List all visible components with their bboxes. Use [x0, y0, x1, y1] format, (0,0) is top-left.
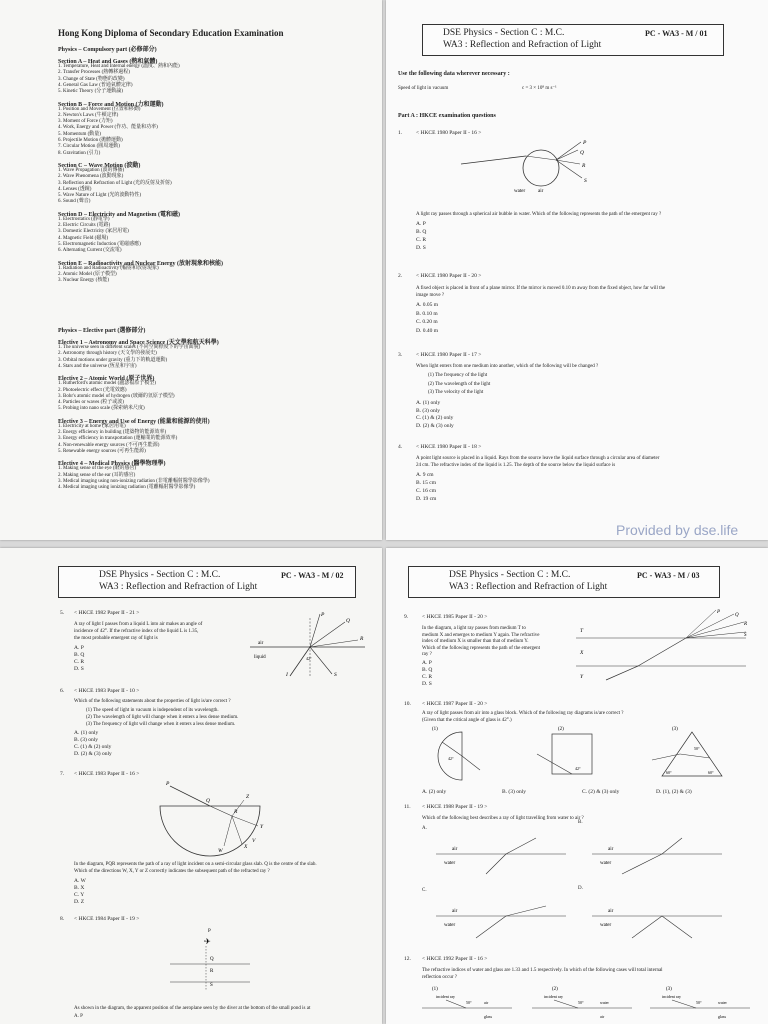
option: D. (2) & (3) only [416, 422, 454, 429]
label-x: X [580, 650, 584, 656]
syllabus-topic: 2. Transfer Processes (熱轉移過程) [58, 70, 130, 76]
statement: (2) The wavelength of light will change when it enters a less dense medium. [86, 715, 239, 720]
page-syllabus [0, 0, 382, 540]
q4-text-1: A point light source is placed in a liquid. Rays from the source leave the liquid surface through a circular area of diameter [416, 456, 660, 461]
medium-3-top: water [718, 1000, 727, 1005]
question-line: medium X and emerges to medium Y again. The refractive [422, 632, 540, 638]
section-heading: Section E – Radioactivity and Nuclear Energy (放射現象和核能) [58, 260, 224, 267]
section-heading: Section D – Electricity and Magnetism (電和磁) [58, 211, 180, 218]
question-line: the most probable emergent ray of light is [74, 636, 158, 641]
syllabus-topic: 3. Nuclear Energy (核能) [58, 278, 110, 284]
option: A. (1) only [74, 730, 99, 736]
label-water: water [444, 923, 456, 928]
data-label: Speed of light in vacuum [398, 86, 449, 91]
label-p: P [717, 610, 721, 615]
q9-diagram [576, 608, 751, 688]
syllabus-topic: 1. Temperature, Heat and Internal energy (溫度、熱和內能) [58, 64, 180, 69]
syllabus-topic: 1. Radiation and Radioactivity (輻射和放射現象) [58, 265, 159, 271]
question-line: reflection occur ? [422, 974, 457, 980]
label-r: R [360, 636, 364, 642]
elective-topic: 1. Rutherford's atomic model (盧瑟福原子模型) [58, 381, 156, 387]
elective-topic: 2. Astronomy through history (天文學的發展史) [58, 351, 157, 357]
q10-number: 10. [404, 701, 411, 707]
incident-ray [461, 156, 526, 164]
label-q: Q [206, 798, 210, 804]
page-mc-02 [0, 548, 382, 1024]
option: B. (3) only [74, 737, 98, 743]
q1-text: A light ray passes through a spherical air bubble in water. Which of the following represents the path of the emergent ray ? [416, 212, 662, 217]
option: D. Z [74, 899, 85, 905]
option: A. 9 cm [416, 472, 434, 478]
q1-bubble-diagram [456, 140, 606, 200]
q11-diagram-d [582, 896, 732, 946]
diagram-1-label: (1) [432, 727, 438, 732]
label-r: R [210, 969, 214, 974]
syllabus-topic: 8. Gravitation (引力) [58, 150, 101, 156]
q10-source: < HKCE 1987 Paper II - 20 > [422, 701, 488, 707]
label-air: air [608, 909, 614, 914]
angle-1: 42° [448, 756, 454, 761]
option: C. (2) & (3) only [582, 789, 620, 795]
syllabus-topic: 6. Projectile Motion (拋體運動) [58, 138, 123, 143]
q11-label-a: A. [422, 826, 427, 831]
header-line-2: WA3 : Reflection and Refraction of Light [99, 582, 258, 592]
option: B. Q [74, 652, 85, 658]
syllabus-topic: 2. Wave Phenomena (波動現象) [58, 174, 124, 180]
elective-topic: 2. Energy efficiency in building (建築物的能源效率) [58, 430, 167, 435]
elective-topic: 3. Medical imaging using non-ionizing radiation (非電離輻射醫學影像學) [58, 478, 210, 484]
syllabus-topic: 3. Reflection and Refraction of Light (光的反射及折射) [58, 180, 172, 186]
elective-heading-item: Elective 1 – Astronomy and Space Science (天文學和航天科學) [58, 340, 219, 346]
ray-r [310, 640, 358, 647]
ray-2 [537, 754, 572, 774]
statement: (1) The frequency of the light [428, 373, 488, 378]
ray-in [622, 854, 662, 874]
elective-heading-item: Elective 4 – Medical Physics (醫學物理學) [58, 461, 166, 468]
question-line: In the diagram, PQR represents the path of a ray of light incident on a semi-circular glass slab. Q is the centre of the slab. [74, 862, 317, 867]
q1-source: < HKCE 1980 Paper II - 16 > [416, 130, 482, 136]
option: B. (3) only [502, 789, 526, 795]
header-line-2: WA3 : Reflection and Refraction of Light [449, 582, 608, 592]
q8-source: < HKCE 1984 Paper II - 19 > [74, 916, 140, 922]
header-line-1: DSE Physics - Section C : M.C. [443, 28, 565, 38]
syllabus-topic: 7. Circular Motion (圓周運動) [58, 144, 120, 150]
diagram-3-label: (3) [666, 987, 672, 992]
label-q: Q [210, 957, 214, 962]
question-line: Which of the following represents the path of the emergent [422, 645, 541, 651]
q11-text: Which of the following best describes a ray of light travelling from water to air ? [422, 816, 584, 821]
q6-source: < HKCE 1983 Paper II - 10 > [74, 688, 140, 694]
elective-topic: 2. Photoelectric effect (光電效應) [58, 387, 127, 393]
medium-1-bottom: glass [484, 1014, 492, 1019]
syllabus-topic: 2. Atomic Model (原子模型) [58, 271, 117, 277]
label-liquid: liquid [254, 655, 266, 660]
elective-heading-item: Elective 2 – Atomic World (原子世界) [58, 376, 155, 383]
ray-1 [446, 1000, 466, 1008]
label-q: Q [580, 150, 584, 156]
rect-block [552, 734, 592, 774]
ray-pq [170, 786, 210, 806]
label-s: S [744, 633, 747, 638]
angle-3: 60° [666, 770, 672, 775]
ray-3b [680, 754, 710, 758]
ray-out [662, 838, 682, 854]
syllabus-topic: 4. Work, Energy and Power (作功、能量和功率) [58, 125, 158, 131]
q3-text: When light enters from one medium into another, which of the following will be changed ? [416, 364, 599, 369]
option: A. 0.05 m [416, 302, 438, 308]
ray-label-2: incident ray [544, 994, 563, 999]
elective-topic: 3. Bohr's atomic model of hydrogen (玻爾的氫原子模型) [58, 393, 175, 399]
q4-source: < HKCE 1980 Paper II - 18 > [416, 444, 482, 450]
label-water: water [600, 923, 612, 928]
label-x: X [244, 844, 248, 850]
header-line-1: DSE Physics - Section C : M.C. [99, 570, 221, 580]
elective-topic: 2. Making sense of the ear (耳的感官) [58, 472, 136, 478]
header-line-2: WA3 : Reflection and Refraction of Light [443, 40, 602, 50]
question-line: incidence of 42°. If the refractive index of the liquid L is 1.35, [74, 629, 199, 634]
page-code: PC - WA3 - M / 02 [281, 571, 344, 580]
q8-text: As shown in the diagram, the apparent position of the aeroplane seen by the diver at the bottom of the small pond is at [74, 1006, 311, 1011]
option: D. S [74, 666, 84, 672]
ray-p [556, 142, 581, 160]
q12-diagrams [422, 984, 752, 1024]
q11-label-c: C. [422, 888, 427, 893]
q8-number: 8. [60, 916, 65, 922]
statement: (2) The wavelength of the light [428, 381, 491, 387]
page-mc-03 [386, 548, 768, 1024]
ray-out [506, 906, 546, 916]
label-s: S [584, 178, 587, 184]
ray-q [686, 614, 734, 638]
elective-topic: 3. Orbital motions under gravity (重力下的軌道運動) [58, 357, 168, 363]
option: B. 0.10 m [416, 310, 438, 317]
page-code: PC - WA3 - M / 01 [645, 29, 708, 38]
q5-diagram [250, 610, 370, 680]
label-air: air [538, 189, 544, 194]
data-heading: Use the following data wherever necessary : [398, 71, 510, 77]
label-r: R [582, 163, 586, 169]
syllabus-topic: 1. Position and Movement (位置和移動) [58, 106, 141, 112]
option: D. 19 cm [416, 496, 437, 502]
label-q: Q [735, 613, 739, 618]
option: C. (1) & (2) only [416, 415, 454, 421]
q11-label-d: D. [578, 886, 583, 891]
ray-1b [462, 756, 480, 770]
option: C. (1) & (2) only [74, 744, 112, 750]
syllabus-topic: 6. Alternating Current (交流電) [58, 248, 122, 254]
medium-2-bottom: air [600, 1014, 605, 1019]
option: D. 0.40 m [416, 327, 438, 334]
ray-2 [554, 1000, 578, 1008]
q1-number: 1. [398, 130, 403, 136]
elective-topic: 1. Electricity at home (家居用電) [58, 423, 126, 429]
option: A. P [74, 645, 84, 651]
ray-label-3: incident ray [662, 994, 681, 999]
q3-source: < HKCE 1980 Paper II - 17 > [416, 352, 482, 358]
label-r: R [744, 622, 748, 627]
option: C. Y [74, 892, 85, 898]
label-s: S [334, 672, 337, 678]
syllabus-topic: 1. Wave Propagation (波的傳播) [58, 167, 125, 173]
syllabus-topic: 5. Wave Nature of Light (光的波動特性) [58, 193, 142, 199]
option: C. 0.20 m [416, 319, 438, 325]
option: A. (1) only [416, 400, 441, 406]
q7-number: 7. [60, 771, 65, 777]
elective-heading-item: Elective 3 – Energy and Use of Energy (能量和能源的使用) [58, 418, 210, 425]
label-p: P [208, 929, 211, 934]
label-v: V [252, 838, 256, 844]
syllabus-topic: 1. Electrostatics (靜電學) [58, 216, 110, 222]
q11-number: 11. [404, 804, 411, 810]
q2-text-2: image move ? [416, 293, 445, 298]
diagram-2-label: (2) [558, 727, 564, 732]
ray-out [506, 838, 536, 854]
syllabus-topic: 2. Newton's Laws (牛頓定律) [58, 112, 119, 118]
option: D. S [416, 245, 426, 251]
option: A. W [74, 878, 86, 884]
elective-topic: 4. Medical imaging using ionizing radiation (電離輻射醫學影像學) [58, 485, 196, 491]
aeroplane-icon: ✈ [204, 937, 211, 946]
q5-source: < HKCE 1982 Paper II - 21 > [74, 610, 140, 616]
section-heading: Section B – Force and Motion (力和運動) [58, 101, 164, 108]
angle-1: 50° [466, 1000, 472, 1005]
label-z: Z [246, 794, 250, 800]
option: C. R [422, 674, 433, 680]
label-air: air [452, 909, 458, 914]
ray-s [686, 632, 746, 638]
medium-2-top: water [600, 1000, 609, 1005]
q5-number: 5. [60, 610, 65, 616]
ray-p [310, 614, 320, 647]
angle-2: 42° [575, 766, 581, 771]
page-header [422, 24, 724, 56]
section-heading: Section A – Heat and Gases (熱和氣體) [58, 59, 158, 65]
angle-4: 60° [708, 770, 714, 775]
ray-s [310, 647, 332, 674]
diagram-2-label: (2) [552, 987, 558, 992]
compulsory-heading: Physics – Compulsory part (必修部分) [58, 47, 157, 53]
label-r: R [234, 809, 238, 815]
ray-q [556, 150, 578, 160]
q9-source: < HKCE 1985 Paper II - 20 > [422, 614, 488, 620]
statement: (3) The frequency of light will change when it enters a less dense medium. [86, 722, 236, 727]
angle-2: 50° [578, 1000, 584, 1005]
option: A. P [422, 660, 432, 666]
option: A. (2) only [422, 789, 447, 795]
q4-text-2: 24 cm. The refractive index of the liquid is 1.25. The depth of the source below the liquid surface is [416, 463, 616, 468]
elective-topic: 3. Energy efficiency in transportation (運輸業的能源效率) [58, 436, 178, 442]
ray-qr [210, 806, 232, 816]
q2-text-1: A fixed object is placed in front of a plane mirror. If the mirror is moved 0.10 m away from the fixed object, how far will the [416, 286, 666, 291]
medium-3-bottom: glass [718, 1014, 726, 1019]
label-w: W [218, 848, 223, 854]
section-heading: Section C – Wave Motion (波動) [58, 162, 141, 169]
syllabus-topic: 6. Sound (聲音) [58, 199, 91, 205]
statement: (1) The speed of light in vacuum is independent of its wavelength. [86, 708, 219, 713]
elective-topic: 4. Stars and the universe (恆星和宇宙) [58, 363, 137, 369]
q11-diagram-b [582, 834, 732, 884]
label-p: P [321, 612, 325, 618]
elective-topic: 4. Particles or waves (粒子或波) [58, 400, 124, 406]
ray-mid [638, 638, 686, 666]
diagram-1-label: (1) [432, 987, 438, 992]
syllabus-topic: 4. Lenses (透鏡) [58, 186, 92, 192]
ray-w [224, 816, 232, 846]
label-water: water [600, 861, 612, 866]
page-header [58, 566, 356, 598]
page-mc-01 [386, 0, 768, 540]
ray-s [556, 160, 582, 178]
question-line: Which of the directions W, X, Y or Z correctly indicates the subsequent path of the refracted ray ? [74, 869, 270, 874]
option: C. R [74, 659, 85, 665]
label-y: Y [580, 674, 584, 680]
syllabus-topic: 4. General Gas Law (普通氣體定律) [58, 82, 133, 88]
question-line: A ray of light I passes from a liquid L into air makes an angle of [74, 622, 203, 627]
ray-i [290, 647, 310, 676]
ray-x [232, 816, 242, 844]
label-p: P [583, 140, 587, 146]
option: B. (3) only [416, 407, 440, 414]
option: D. S [422, 681, 432, 687]
elective-heading: Physics – Elective part (選修部分) [58, 328, 146, 334]
q11-diagram-a [426, 834, 576, 884]
question-line: (Given that the critical angle of glass is 42°.) [422, 717, 512, 723]
page-code: PC - WA3 - M / 03 [637, 571, 700, 580]
label-air: air [258, 641, 264, 646]
q11-diagram-c [426, 896, 576, 946]
question-line: In the diagram, a light ray passes from medium T to [422, 626, 526, 631]
statement: (3) The velocity of the light [428, 390, 484, 395]
ray-in [606, 666, 638, 680]
option: B. X [74, 885, 85, 891]
elective-topic: 1. Making sense of the eye (眼的感官) [58, 466, 137, 472]
ray-1 [442, 742, 462, 756]
syllabus-topic: 5. Kinetic Theory (分子運動論) [58, 89, 123, 95]
option: C. 16 cm [416, 488, 437, 494]
q7-source: < HKCE 1983 Paper II - 16 > [74, 771, 140, 777]
option: D. (1), (2) & (3) [656, 789, 692, 795]
ray-r [556, 160, 580, 164]
q4-number: 4. [398, 444, 403, 450]
elective-topic: 5. Probing into nano scale (探索納米尺度) [58, 406, 145, 412]
medium-1-top: air [484, 1000, 489, 1005]
label-i: I [286, 672, 288, 678]
option: A. P [416, 221, 426, 227]
watermark: Provided by dse.life [616, 522, 739, 538]
option: B. 15 cm [416, 480, 437, 486]
label-air: air [608, 847, 614, 852]
q8-option-a: A. P [74, 1014, 83, 1019]
q3-number: 3. [398, 352, 403, 358]
elective-topic: 5. Renewable energy sources (可再生能源) [58, 448, 146, 454]
angle-5: 50° [694, 746, 700, 751]
part-heading: Part A : HKCE examination questions [398, 113, 496, 119]
q12-source: < HKCE 1992 Paper II - 16 > [422, 956, 488, 962]
data-value: c = 3 × 10⁸ m s⁻¹ [522, 86, 557, 91]
label-angle: 42° [306, 656, 312, 661]
question-line: The refractive indices of water and glass are 1.33 and 1.5 respectively. In which of the following cases will total internal [422, 968, 663, 973]
label-s: S [210, 983, 213, 988]
syllabus-topic: 3. Domestic Electricity (家居用電) [58, 229, 129, 235]
question-line: index of medium X is smaller than that of medium Y. [422, 639, 529, 644]
q12-number: 12. [404, 956, 411, 962]
syllabus-topic: 4. Magnetic Field (磁場) [58, 235, 108, 241]
q10-diagrams [422, 724, 752, 784]
q6-text: Which of the following statements about the properties of light is/are correct ? [74, 699, 231, 704]
q8-diagram [160, 920, 270, 1000]
syllabus-topic: 3. Change of State (物態的改變) [58, 76, 125, 82]
q11-label-b: B. [578, 820, 583, 825]
q2-source: < HKCE 1980 Paper II - 20 > [416, 273, 482, 279]
ray-3 [672, 1000, 696, 1008]
ray-y [232, 816, 258, 826]
ray-in [632, 916, 662, 938]
air-bubble [523, 150, 559, 186]
syllabus-topic: 5. Electromagnetic Induction (電磁感應) [58, 241, 141, 247]
option: D. (2) & (3) only [74, 751, 112, 757]
label-y: Y [260, 824, 264, 830]
option: C. R [416, 237, 427, 243]
diagram-3-label: (3) [672, 727, 678, 732]
syllabus-topic: 3. Moment of Force (力矩) [58, 119, 113, 125]
ray-in [486, 854, 506, 874]
header-line-1: DSE Physics - Section C : M.C. [449, 570, 571, 580]
page-header [408, 566, 720, 598]
ray-label-1: incident ray [436, 994, 455, 999]
question-line: A ray of light passes from air into a glass block. Which of the following ray diagrams is/are correct ? [422, 711, 624, 716]
ray-segment [526, 156, 556, 160]
ray-q [310, 622, 345, 647]
q9-number: 9. [404, 614, 409, 620]
elective-topic: 4. Non-renewable energy sources (不可再生能源) [58, 442, 160, 448]
ray-3 [652, 754, 680, 760]
q11-source: < HKCE 1988 Paper II - 19 > [422, 804, 488, 810]
label-p: P [166, 781, 170, 787]
q2-number: 2. [398, 273, 403, 279]
q6-number: 6. [60, 688, 65, 694]
option: B. Q [416, 229, 427, 235]
label-water: water [514, 189, 526, 194]
q7-diagram [140, 780, 280, 862]
ray-reflected [662, 916, 692, 938]
elective-topic: 1. The universe seen in different scales (不同空間標度下的宇宙面貌) [58, 345, 201, 350]
label-air: air [452, 847, 458, 852]
question-line: ray ? [422, 652, 432, 657]
label-water: water [444, 861, 456, 866]
option: B. Q [422, 667, 433, 673]
label-q: Q [346, 618, 350, 624]
syllabus-title: Hong Kong Diploma of Secondary Education Examination [58, 28, 284, 38]
label-t: T [580, 628, 584, 634]
angle-3: 50° [696, 1000, 702, 1005]
syllabus-topic: 5. Momentum (動量) [58, 131, 101, 137]
ray-in [476, 916, 506, 938]
syllabus-topic: 2. Electric Circuits (電路) [58, 223, 111, 228]
